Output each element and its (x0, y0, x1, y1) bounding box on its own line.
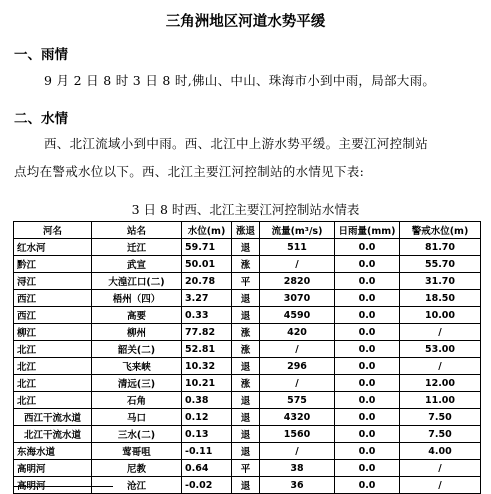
flow-cell: 511 (260, 239, 335, 256)
warning-level-cell: / (400, 324, 481, 341)
rainfall-cell: 0.0 (335, 256, 400, 273)
flow-cell: 4320 (260, 409, 335, 426)
river-cell: 北江干流水道 (14, 426, 92, 443)
table-row (14, 256, 481, 273)
flow-cell: 3070 (260, 290, 335, 307)
station-cell: 飞来峡 (92, 358, 182, 375)
header-station: 站名 (92, 222, 182, 239)
rainfall-cell: 0.0 (335, 290, 400, 307)
rainfall-cell: 0.0 (335, 307, 400, 324)
table-header-row (14, 222, 481, 239)
water-level-cell: 52.81 (182, 341, 232, 358)
warning-level-cell: 4.00 (400, 443, 481, 460)
river-cell: 西江 (14, 307, 92, 324)
trend-cell: 平 (232, 460, 260, 477)
water-status-table (13, 221, 481, 494)
trend-cell: 退 (232, 239, 260, 256)
warning-level-cell: 53.00 (400, 341, 481, 358)
water-level-cell: 20.78 (182, 273, 232, 290)
river-cell: 北江 (14, 375, 92, 392)
rainfall-cell: 0.0 (335, 460, 400, 477)
water-paragraph-line-2: 点均在警戒水位以下。西、北江主要江河控制站的水情见下表: (14, 164, 365, 179)
water-level-cell: 59.71 (182, 239, 232, 256)
rainfall-cell: 0.0 (335, 341, 400, 358)
warning-level-cell: 11.00 (400, 392, 481, 409)
station-cell: 尼教 (92, 460, 182, 477)
header-daily-rainfall: 日雨量(mm) (335, 222, 400, 239)
flow-cell: / (260, 256, 335, 273)
table-row (14, 239, 481, 256)
warning-level-cell: 7.50 (400, 409, 481, 426)
flow-cell: / (260, 375, 335, 392)
table-row (14, 341, 481, 358)
rainfall-cell: 0.0 (335, 324, 400, 341)
table-row (14, 375, 481, 392)
flow-cell: / (260, 341, 335, 358)
station-cell: 沧江 (92, 477, 182, 494)
section-heading-water: 二、水情 (14, 111, 68, 127)
water-level-cell: 10.32 (182, 358, 232, 375)
warning-level-cell: 55.70 (400, 256, 481, 273)
document-title: 三角洲地区河道水势平缓 (165, 13, 326, 30)
river-cell: 西江 (14, 290, 92, 307)
warning-level-cell: 10.00 (400, 307, 481, 324)
rainfall-cell: 0.0 (335, 477, 400, 494)
section-heading-rain: 一、雨情 (14, 47, 68, 63)
flow-cell: 2820 (260, 273, 335, 290)
station-cell: 高要 (92, 307, 182, 324)
header-water-level: 水位(m) (182, 222, 232, 239)
trend-cell: 退 (232, 443, 260, 460)
table-row (14, 392, 481, 409)
river-cell: 高明河 (14, 477, 92, 494)
water-level-cell: 0.64 (182, 460, 232, 477)
flow-cell: / (260, 443, 335, 460)
station-cell: 马口 (92, 409, 182, 426)
water-level-cell: 0.13 (182, 426, 232, 443)
station-cell: 迁江 (92, 239, 182, 256)
flow-cell: 296 (260, 358, 335, 375)
warning-level-cell: 31.70 (400, 273, 481, 290)
table-caption: 3 日 8 时西、北江主要江河控制站水情表 (131, 202, 360, 217)
trend-cell: 退 (232, 426, 260, 443)
flow-cell: 420 (260, 324, 335, 341)
rainfall-cell: 0.0 (335, 392, 400, 409)
river-cell: 红水河 (14, 239, 92, 256)
header-warning-level: 警戒水位(m) (400, 222, 481, 239)
table-row (14, 290, 481, 307)
water-level-cell: -0.11 (182, 443, 232, 460)
water-paragraph-line-1: 西、北江流域小到中雨。西、北江中上游水势平缓。主要江河控制站 (44, 136, 429, 151)
warning-level-cell: / (400, 358, 481, 375)
rainfall-cell: 0.0 (335, 426, 400, 443)
water-level-cell: -0.02 (182, 477, 232, 494)
trend-cell: 涨 (232, 256, 260, 273)
river-cell: 北江 (14, 358, 92, 375)
flow-cell: 1560 (260, 426, 335, 443)
table-row (14, 307, 481, 324)
flow-cell: 4590 (260, 307, 335, 324)
trend-cell: 涨 (232, 324, 260, 341)
warning-level-cell: 18.50 (400, 290, 481, 307)
table-row (14, 409, 481, 426)
station-cell: 莺哥咀 (92, 443, 182, 460)
water-level-cell: 0.33 (182, 307, 232, 324)
station-cell: 三水(二) (92, 426, 182, 443)
water-level-cell: 3.27 (182, 290, 232, 307)
river-cell: 浔江 (14, 273, 92, 290)
rainfall-cell: 0.0 (335, 358, 400, 375)
water-level-cell: 77.82 (182, 324, 232, 341)
station-cell: 柳州 (92, 324, 182, 341)
trend-cell: 涨 (232, 341, 260, 358)
station-cell: 梧州（四） (92, 290, 182, 307)
water-level-cell: 0.12 (182, 409, 232, 426)
water-level-cell: 0.38 (182, 392, 232, 409)
river-cell: 北江 (14, 341, 92, 358)
trend-cell: 退 (232, 392, 260, 409)
rainfall-cell: 0.0 (335, 443, 400, 460)
river-cell: 西江干流水道 (14, 409, 92, 426)
rain-paragraph: 9 月 2 日 8 时 3 日 8 时,佛山、中山、珠海市小到中雨，局部大雨。 (44, 73, 436, 88)
water-level-cell: 50.01 (182, 256, 232, 273)
river-cell: 柳江 (14, 324, 92, 341)
river-cell: 黔江 (14, 256, 92, 273)
header-flow: 流量(m³/s) (260, 222, 335, 239)
table-row (14, 426, 481, 443)
table-row (14, 460, 481, 477)
footer-rule (13, 486, 113, 487)
station-cell: 韶关(二) (92, 341, 182, 358)
rainfall-cell: 0.0 (335, 273, 400, 290)
table-row (14, 324, 481, 341)
station-cell: 大湟江口(二) (92, 273, 182, 290)
header-river: 河名 (14, 222, 92, 239)
trend-cell: 退 (232, 290, 260, 307)
trend-cell: 退 (232, 477, 260, 494)
table-row (14, 358, 481, 375)
river-cell: 东海水道 (14, 443, 92, 460)
rainfall-cell: 0.0 (335, 239, 400, 256)
station-cell: 清远(三) (92, 375, 182, 392)
trend-cell: 涨 (232, 375, 260, 392)
table-row (14, 477, 481, 494)
table-row (14, 273, 481, 290)
trend-cell: 退 (232, 409, 260, 426)
warning-level-cell: 81.70 (400, 239, 481, 256)
header-trend: 涨退 (232, 222, 260, 239)
flow-cell: 36 (260, 477, 335, 494)
trend-cell: 退 (232, 358, 260, 375)
warning-level-cell: 7.50 (400, 426, 481, 443)
flow-cell: 575 (260, 392, 335, 409)
trend-cell: 平 (232, 273, 260, 290)
station-cell: 石角 (92, 392, 182, 409)
rainfall-cell: 0.0 (335, 375, 400, 392)
warning-level-cell: 12.00 (400, 375, 481, 392)
warning-level-cell: / (400, 460, 481, 477)
trend-cell: 退 (232, 307, 260, 324)
table-row (14, 443, 481, 460)
river-cell: 高明河 (14, 460, 92, 477)
rainfall-cell: 0.0 (335, 409, 400, 426)
warning-level-cell: / (400, 477, 481, 494)
water-level-cell: 10.21 (182, 375, 232, 392)
station-cell: 武宣 (92, 256, 182, 273)
river-cell: 北江 (14, 392, 92, 409)
flow-cell: 38 (260, 460, 335, 477)
